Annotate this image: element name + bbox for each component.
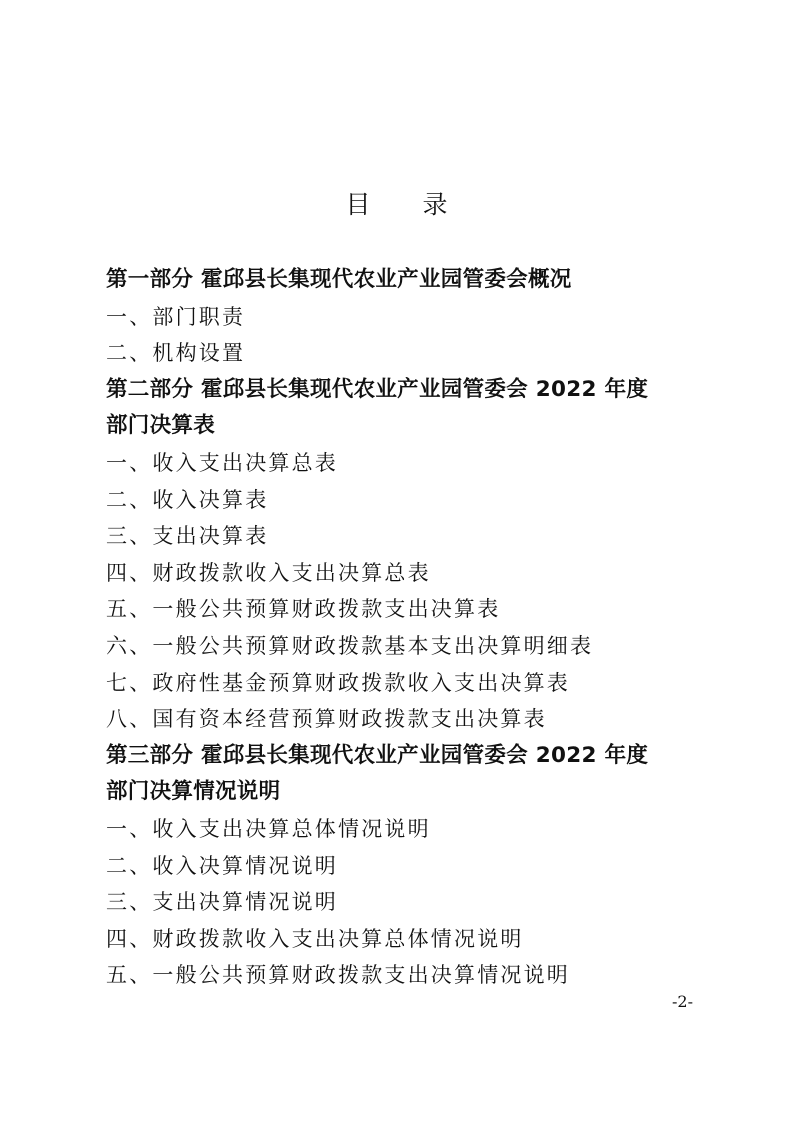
page-number: -2- <box>672 992 693 1011</box>
table-of-contents <box>106 262 706 994</box>
toc-item-general-budget-basic-expenditure-detail-table: 六、一般公共预算财政拨款基本支出决算明细表 <box>106 633 594 658</box>
toc-item-expenditure-explanation: 三、支出决算情况说明 <box>106 890 338 915</box>
toc-item-expenditure-table: 三、支出决算表 <box>106 524 269 549</box>
page-title: 目 录 <box>345 190 470 219</box>
toc-item-income-explanation: 二、收入决算情况说明 <box>106 853 338 878</box>
toc-item-department-duties: 一、部门职责 <box>106 304 246 329</box>
toc-part-2-heading: 第二部分 霍邱县长集现代农业产业园管委会 2022 年度 <box>106 376 649 402</box>
toc-item-income-table: 二、收入决算表 <box>106 487 269 512</box>
toc-part-3-heading: 第三部分 霍邱县长集现代农业产业园管委会 2022 年度 <box>106 742 649 768</box>
toc-item-state-capital-table: 八、国有资本经营预算财政拨款支出决算表 <box>106 707 547 732</box>
toc-item-general-budget-explanation: 五、一般公共预算财政拨款支出决算情况说明 <box>106 963 570 988</box>
toc-item-fiscal-appropriation-summary-table: 四、财政拨款收入支出决算总表 <box>106 560 431 585</box>
toc-item-general-budget-expenditure-table: 五、一般公共预算财政拨款支出决算表 <box>106 597 501 622</box>
toc-item-overall-explanation: 一、收入支出决算总体情况说明 <box>106 816 431 841</box>
toc-item-income-expenditure-summary-table: 一、收入支出决算总表 <box>106 450 338 475</box>
toc-item-fiscal-appropriation-explanation: 四、财政拨款收入支出决算总体情况说明 <box>106 926 524 951</box>
toc-item-organization-setup: 二、机构设置 <box>106 341 246 366</box>
toc-part-1-heading: 第一部分 霍邱县长集现代农业产业园管委会概况 <box>106 267 572 292</box>
toc-part-2-heading-continued: 部门决算表 <box>106 413 216 439</box>
toc-part-3-heading-continued: 部门决算情况说明 <box>106 779 281 805</box>
toc-item-government-fund-table: 七、政府性基金预算财政拨款收入支出决算表 <box>106 670 570 695</box>
